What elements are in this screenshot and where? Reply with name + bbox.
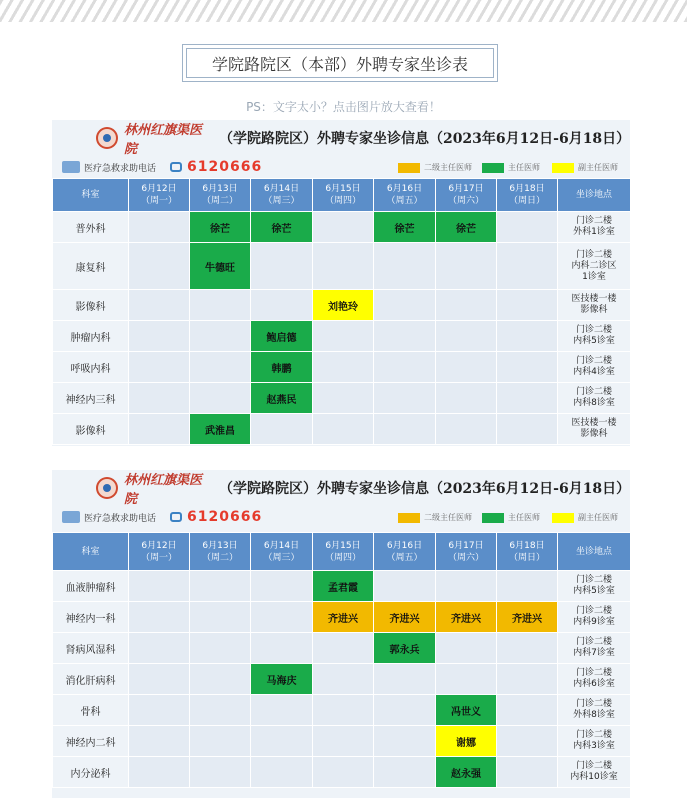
- header-location: [558, 533, 631, 571]
- dept-label: 消化肝病科: [65, 675, 116, 687]
- empty-cell: [497, 212, 558, 243]
- table-row: [53, 414, 631, 445]
- location-line: 内科5诊室: [573, 586, 615, 596]
- empty-cell: [436, 571, 497, 602]
- dept-cell: [53, 290, 129, 321]
- location-line: 医技楼一楼: [571, 294, 617, 304]
- location-line: 门诊二楼: [575, 216, 612, 226]
- doctor-cell: [374, 602, 436, 633]
- location-line: 内科7诊室: [573, 648, 615, 658]
- location-line: 门诊二楼: [575, 637, 612, 647]
- empty-cell: [251, 695, 313, 726]
- empty-cell: [190, 352, 251, 383]
- dept-label: 血液肿瘤科: [65, 582, 116, 594]
- dept-cell: [53, 414, 129, 445]
- dept-cell: [53, 352, 129, 383]
- empty-cell: [497, 571, 558, 602]
- location-line: 门诊二楼: [575, 575, 612, 585]
- empty-cell: [374, 571, 436, 602]
- header-day: [129, 179, 190, 212]
- header-weekday: （周三）: [263, 196, 300, 206]
- legend-green: 主任医师: [482, 162, 540, 173]
- empty-cell: [374, 243, 436, 290]
- doctor-name: 冯世义: [451, 706, 481, 718]
- doctor-name: 谢娜: [456, 737, 476, 749]
- header-day: [497, 179, 558, 212]
- empty-cell: [190, 290, 251, 321]
- location-line: 门诊二楼: [575, 387, 612, 397]
- dept-label: 骨科: [80, 706, 101, 718]
- location-line: 内科二诊区: [571, 260, 617, 271]
- header-date: 6月18日: [509, 184, 545, 194]
- location-line: 影像科: [580, 429, 608, 439]
- doctor-name: 赵燕民: [266, 394, 297, 406]
- empty-cell: [251, 290, 313, 321]
- table-row: [53, 212, 631, 243]
- hotline-row: [52, 506, 630, 528]
- empty-cell: [497, 664, 558, 695]
- location-cell: [558, 352, 631, 383]
- empty-cell: [251, 243, 313, 290]
- doctor-cell: [313, 290, 374, 321]
- empty-cell: [190, 695, 251, 726]
- doctor-cell: [436, 757, 497, 788]
- empty-cell: [313, 321, 374, 352]
- header-date: 6月14日: [263, 184, 300, 194]
- doctor-cell: [436, 212, 497, 243]
- header-day: [436, 533, 497, 571]
- location-line: 内科5诊室: [573, 336, 615, 346]
- header-day: [497, 533, 558, 571]
- dept-label: 康复科: [75, 262, 106, 274]
- empty-cell: [129, 633, 190, 664]
- table-row: [53, 664, 631, 695]
- legend-yellow: 副主任医师: [552, 512, 618, 523]
- header-weekday: （周五）: [386, 552, 423, 563]
- empty-cell: [313, 383, 374, 414]
- empty-cell: [313, 212, 374, 243]
- empty-cell: [190, 383, 251, 414]
- header-weekday: （周日）: [508, 196, 545, 206]
- empty-cell: [313, 726, 374, 757]
- dept-cell: [53, 633, 129, 664]
- location-cell: [558, 290, 631, 321]
- dept-cell: [53, 383, 129, 414]
- hospital-name: 林州红旗渠医院: [123, 123, 202, 157]
- empty-cell: [251, 633, 313, 664]
- empty-cell: [313, 243, 374, 290]
- location-line: 内科9诊室: [573, 617, 615, 627]
- empty-cell: [374, 695, 436, 726]
- header-date: 6月13日: [202, 540, 238, 551]
- empty-cell: [436, 290, 497, 321]
- empty-cell: [374, 664, 436, 695]
- doctor-cell: [251, 321, 313, 352]
- schedule-title: （学院路院区）外聘专家坐诊信息（2023年6月12日-6月18日）: [218, 131, 631, 147]
- table-row: [53, 726, 631, 757]
- doctor-cell: [313, 602, 374, 633]
- empty-cell: [436, 352, 497, 383]
- header-day: [313, 533, 374, 571]
- location-cell: [558, 633, 631, 664]
- hotline-label: 医疗急救求助电话: [84, 163, 157, 174]
- empty-cell: [497, 726, 558, 757]
- empty-cell: [497, 352, 558, 383]
- empty-cell: [436, 414, 497, 445]
- table-row: [53, 352, 631, 383]
- empty-cell: [190, 602, 251, 633]
- dept-label: 神经内一科: [65, 613, 116, 625]
- header-day: [190, 179, 251, 212]
- empty-cell: [497, 414, 558, 445]
- doctor-cell: [374, 633, 436, 664]
- location-line: 内科6诊室: [573, 679, 615, 689]
- header-weekday: （周日）: [508, 552, 545, 563]
- header-dept: [53, 179, 129, 212]
- location-line: 门诊二楼: [575, 668, 612, 678]
- empty-cell: [374, 321, 436, 352]
- location-line: 内科10诊室: [570, 772, 618, 782]
- table-row: [53, 633, 631, 664]
- location-cell: [558, 571, 631, 602]
- doctor-cell: [436, 726, 497, 757]
- header-date: 6月17日: [448, 184, 484, 194]
- empty-cell: [129, 571, 190, 602]
- schedule-table-2: [52, 532, 631, 788]
- header-weekday: （周五）: [386, 196, 423, 206]
- header-day: [129, 533, 190, 571]
- doctor-name: 鲍启德: [266, 332, 297, 344]
- empty-cell: [497, 695, 558, 726]
- header-weekday: （周六）: [447, 552, 484, 563]
- empty-cell: [190, 633, 251, 664]
- header-date: 6月18日: [509, 540, 545, 551]
- location-line: 内科4诊室: [573, 367, 615, 377]
- location-line: 门诊二楼: [575, 606, 612, 616]
- decorative-stripe-banner: [0, 0, 687, 22]
- legend-yellow: 副主任医师: [552, 162, 618, 173]
- location-line: 医技楼一楼: [571, 418, 617, 428]
- doctor-name: 孟君霞: [328, 582, 358, 594]
- location-line: 门诊二楼: [575, 249, 612, 260]
- legend-orange: 二级主任医师: [398, 512, 472, 523]
- hospital-logo-icon: [96, 477, 118, 499]
- header-dept-label: 科室: [81, 546, 100, 557]
- empty-cell: [190, 321, 251, 352]
- doctor-cell: [497, 602, 558, 633]
- header-dept: [53, 533, 129, 571]
- doctor-cell: [313, 571, 374, 602]
- empty-cell: [190, 726, 251, 757]
- location-cell: [558, 321, 631, 352]
- empty-cell: [374, 290, 436, 321]
- doctor-cell: [190, 243, 251, 290]
- doctor-name: 徐芒: [394, 223, 415, 235]
- header-location-label: 坐诊地点: [575, 190, 612, 200]
- hospital-name: 林州红旗渠医院: [123, 473, 202, 507]
- doctor-name: 牛德旺: [205, 262, 235, 274]
- empty-cell: [129, 602, 190, 633]
- header-day: [251, 533, 313, 571]
- ambulance-icon: [62, 161, 80, 173]
- empty-cell: [190, 757, 251, 788]
- empty-cell: [497, 243, 558, 290]
- doctor-name: 齐进兴: [328, 613, 358, 625]
- legend-orange: 二级主任医师: [398, 162, 472, 173]
- empty-cell: [251, 571, 313, 602]
- header-day: [374, 179, 436, 212]
- phone-icon: [170, 162, 182, 172]
- table-row: [53, 602, 631, 633]
- header-row: [53, 179, 631, 212]
- dept-label: 神经内二科: [65, 737, 116, 749]
- header-date: 6月15日: [325, 540, 361, 551]
- header-weekday: （周四）: [324, 196, 361, 206]
- empty-cell: [374, 383, 436, 414]
- header-date: 6月16日: [386, 184, 423, 194]
- ambulance-icon: [62, 511, 80, 523]
- header-weekday: （周六）: [447, 196, 484, 206]
- header-day: [251, 179, 313, 212]
- doctor-name: 武淮昌: [205, 425, 235, 437]
- doctor-name: 齐进兴: [451, 613, 481, 625]
- dept-cell: [53, 243, 129, 290]
- empty-cell: [251, 726, 313, 757]
- page-title: 学院路院区（本部）外聘专家坐诊表: [186, 48, 494, 78]
- doctor-cell: [251, 212, 313, 243]
- schedule-image-1[interactable]: [52, 120, 630, 446]
- dept-cell: [53, 602, 129, 633]
- empty-cell: [497, 383, 558, 414]
- doctor-name: 赵永强: [451, 768, 481, 780]
- dept-cell: [53, 695, 129, 726]
- empty-cell: [129, 414, 190, 445]
- header-date: 6月14日: [263, 540, 300, 551]
- header-dept-label: 科室: [81, 190, 100, 200]
- phone-icon: [170, 512, 182, 522]
- doctor-name: 韩鹏: [271, 363, 292, 375]
- empty-cell: [313, 695, 374, 726]
- legend-green: 主任医师: [482, 512, 540, 523]
- dept-cell: [53, 726, 129, 757]
- header-weekday: （周四）: [324, 552, 361, 563]
- location-line: 影像科: [580, 305, 608, 315]
- location-line: 外科8诊室: [573, 710, 615, 720]
- empty-cell: [436, 321, 497, 352]
- location-line: 门诊二楼: [575, 356, 612, 366]
- table-row: [53, 571, 631, 602]
- empty-cell: [251, 602, 313, 633]
- page-title-box: [182, 44, 498, 82]
- doctor-name: 马海庆: [266, 675, 297, 687]
- empty-cell: [129, 757, 190, 788]
- empty-cell: [129, 726, 190, 757]
- doctor-name: 郭永兵: [389, 644, 420, 656]
- empty-cell: [313, 757, 374, 788]
- header-day: [374, 533, 436, 571]
- header-weekday: （周二）: [201, 552, 238, 563]
- schedule-image-2[interactable]: [52, 470, 630, 798]
- location-cell: [558, 695, 631, 726]
- empty-cell: [374, 352, 436, 383]
- empty-cell: [129, 352, 190, 383]
- schedule-header: [52, 120, 630, 156]
- dept-cell: [53, 571, 129, 602]
- empty-cell: [374, 757, 436, 788]
- hospital-logo-icon: [96, 127, 118, 149]
- empty-cell: [436, 243, 497, 290]
- hotline-label: 医疗急救求助电话: [84, 513, 157, 524]
- location-line: 内科8诊室: [573, 398, 615, 408]
- zoom-hint[interactable]: PS：文字太小？点击图片放大查看！: [246, 100, 441, 114]
- header-day: [436, 179, 497, 212]
- doctor-name: 徐芒: [271, 223, 292, 235]
- empty-cell: [497, 290, 558, 321]
- table-row: [53, 757, 631, 788]
- empty-cell: [374, 414, 436, 445]
- empty-cell: [313, 414, 374, 445]
- header-day: [313, 179, 374, 212]
- table-row: [53, 243, 631, 290]
- table-row: [53, 695, 631, 726]
- header-date: 6月17日: [448, 540, 484, 551]
- empty-cell: [129, 383, 190, 414]
- table-row: [53, 383, 631, 414]
- doctor-cell: [436, 695, 497, 726]
- doctor-name: 徐芒: [210, 223, 230, 235]
- dept-cell: [53, 757, 129, 788]
- dept-label: 肾病风湿科: [65, 644, 116, 656]
- doctor-cell: [190, 414, 251, 445]
- empty-cell: [129, 243, 190, 290]
- header-weekday: （周一）: [140, 196, 177, 206]
- schedule-title: （学院路院区）外聘专家坐诊信息（2023年6月12日-6月18日）: [218, 481, 631, 497]
- empty-cell: [129, 212, 190, 243]
- doctor-cell: [251, 352, 313, 383]
- header-weekday: （周三）: [263, 552, 300, 563]
- doctor-cell: [190, 212, 251, 243]
- empty-cell: [436, 664, 497, 695]
- empty-cell: [190, 571, 251, 602]
- hotline-number: 6120666: [187, 159, 263, 175]
- empty-cell: [313, 633, 374, 664]
- empty-cell: [497, 757, 558, 788]
- location-line: 内科3诊室: [573, 741, 615, 751]
- location-line: 门诊二楼: [575, 325, 612, 335]
- table-row: [53, 290, 631, 321]
- doctor-cell: [251, 383, 313, 414]
- empty-cell: [497, 321, 558, 352]
- header-location: [558, 179, 631, 212]
- location-cell: [558, 212, 631, 243]
- header-date: 6月16日: [386, 540, 423, 551]
- header-day: [190, 533, 251, 571]
- dept-cell: [53, 664, 129, 695]
- doctor-cell: [374, 212, 436, 243]
- schedule-header: [52, 470, 630, 506]
- dept-label: 影像科: [75, 301, 106, 313]
- header-date: 6月15日: [325, 184, 361, 194]
- empty-cell: [129, 664, 190, 695]
- empty-cell: [497, 633, 558, 664]
- dept-label: 肿瘤内科: [70, 332, 111, 344]
- dept-label: 影像科: [75, 425, 106, 437]
- header-date: 6月12日: [141, 184, 177, 194]
- empty-cell: [374, 726, 436, 757]
- header-location-label: 坐诊地点: [575, 546, 612, 557]
- doctor-cell: [251, 664, 313, 695]
- location-cell: [558, 414, 631, 445]
- doctor-name: 齐进兴: [389, 613, 420, 625]
- location-cell: [558, 602, 631, 633]
- hotline-row: [52, 156, 630, 178]
- empty-cell: [129, 695, 190, 726]
- header-weekday: （周一）: [140, 552, 177, 563]
- dept-cell: [53, 321, 129, 352]
- location-line: 门诊二楼: [575, 699, 612, 709]
- doctor-cell: [436, 602, 497, 633]
- empty-cell: [251, 414, 313, 445]
- location-line: 门诊二楼: [575, 761, 612, 771]
- empty-cell: [436, 633, 497, 664]
- empty-cell: [129, 321, 190, 352]
- location-cell: [558, 726, 631, 757]
- dept-label: 呼吸内科: [70, 363, 111, 375]
- doctor-name: 徐芒: [456, 223, 476, 235]
- location-cell: [558, 664, 631, 695]
- location-cell: [558, 383, 631, 414]
- dept-cell: [53, 212, 129, 243]
- location-line: 外科1诊室: [573, 227, 615, 237]
- doctor-name: 刘艳玲: [328, 301, 358, 313]
- header-date: 6月12日: [141, 540, 177, 551]
- empty-cell: [129, 290, 190, 321]
- header-row: [53, 533, 631, 571]
- empty-cell: [313, 352, 374, 383]
- dept-label: 内分泌科: [70, 768, 111, 780]
- header-date: 6月13日: [202, 184, 238, 194]
- empty-cell: [190, 664, 251, 695]
- dept-label: 普外科: [75, 223, 106, 235]
- header-weekday: （周二）: [201, 196, 238, 206]
- hotline-number: 6120666: [187, 509, 263, 525]
- dept-label: 神经内三科: [65, 394, 116, 406]
- empty-cell: [436, 383, 497, 414]
- table-row: [53, 321, 631, 352]
- location-cell: [558, 757, 631, 788]
- location-line: 门诊二楼: [575, 730, 612, 740]
- schedule-table-1: [52, 178, 631, 445]
- doctor-name: 齐进兴: [512, 613, 542, 625]
- location-cell: [558, 243, 631, 290]
- empty-cell: [313, 664, 374, 695]
- empty-cell: [251, 757, 313, 788]
- location-line: 1诊室: [582, 271, 606, 282]
